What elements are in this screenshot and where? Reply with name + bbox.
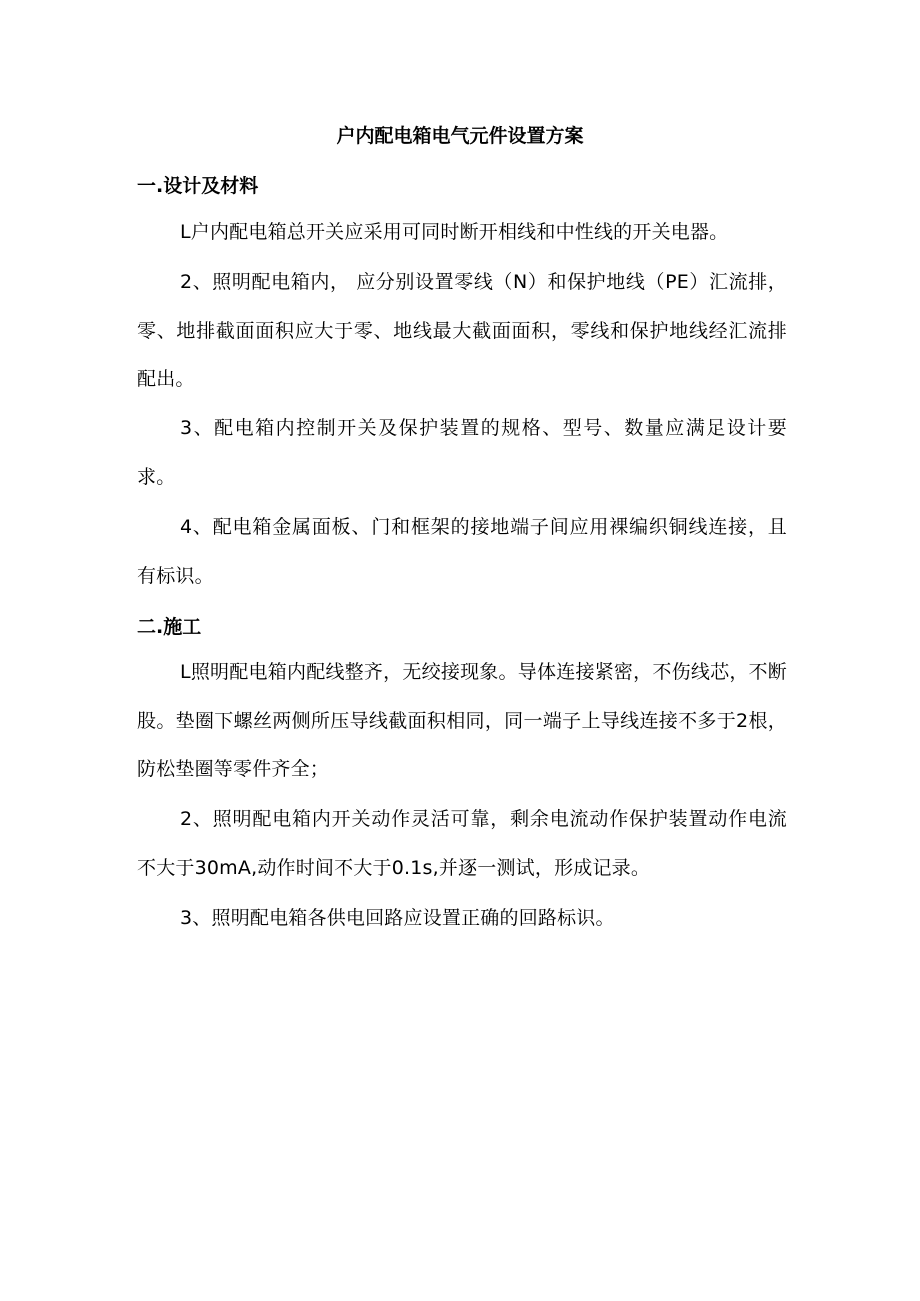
section-heading-design: 一.设计及材料 bbox=[137, 175, 259, 197]
section-heading-construction: 二.施工 bbox=[137, 616, 202, 638]
paragraph-construction-2: 2、照明配电箱内开关动作灵活可靠，剩余电流动作保护装置动作电流不大于30mA,动作时间不大于0.1s,并逐一测试，形成记录。 bbox=[137, 808, 787, 879]
paragraph-design-4: 4、配电箱金属面板、门和框架的接地端子间应用裸编织铜线连接，且有标识。 bbox=[137, 516, 787, 587]
paragraph-design-1: L户内配电箱总开关应采用可同时断开相线和中性线的开关电器。 bbox=[180, 221, 729, 243]
paragraph-design-3: 3、配电箱内控制开关及保护装置的规格、型号、数量应满足设计要求。 bbox=[137, 417, 787, 488]
paragraph-design-2: 2、照明配电箱内， 应分别设置零线（N）和保护地线（PE）汇流排，零、地排截面面积应大于零、地线最大截面面积，零线和保护地线经汇流排配出。 bbox=[137, 271, 787, 390]
document-title: 户内配电箱电气元件设置方案 bbox=[336, 125, 584, 147]
paragraph-construction-1: L照明配电箱内配线整齐，无绞接现象。导体连接紧密，不伤线芯，不断股。垫圈下螺丝两侧所压导线截面积相同，同一端子上导线连接不多于2根，防松垫圈等零件齐全； bbox=[137, 661, 787, 780]
paragraph-construction-3: 3、照明配电箱各供电回路应设置正确的回路标识。 bbox=[180, 907, 615, 929]
